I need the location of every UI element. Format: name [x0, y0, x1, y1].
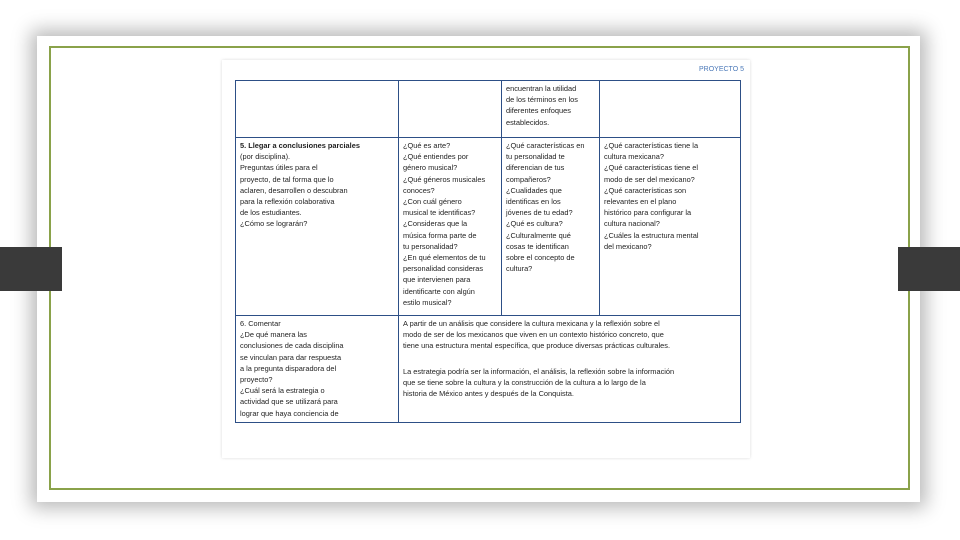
cell-line: conclusiones de cada disciplina [240, 341, 344, 351]
cell-line: de los estudiantes. [240, 208, 302, 218]
cell-line: (por disciplina). [240, 152, 291, 162]
cell-line: actividad que se utilizará para [240, 397, 338, 407]
table-cell-merged [399, 316, 741, 423]
cell-line: que se tiene sobre la cultura y la construcción de la cultura a lo largo de la [403, 377, 646, 387]
cell-line: diferentes enfoques [506, 106, 571, 116]
cell-line: ¿Qué es arte? [403, 141, 451, 150]
cell-line: de los términos en los [506, 95, 578, 105]
cell-line: personalidad consideras [403, 264, 484, 274]
cell-line: tu personalidad te [506, 152, 565, 162]
cell-line: relevantes en el plano [604, 197, 677, 207]
cell-line: música forma parte de [403, 230, 477, 240]
cell-line: ¿De qué manera las [240, 330, 307, 340]
cell-line: a la pregunta disparadora del [240, 363, 337, 373]
cell-line: ¿Qué géneros musicales [403, 174, 486, 184]
cell-line: ¿Consideras que la [403, 219, 468, 229]
cell-line: compañeros? [506, 174, 551, 184]
cell-line: ¿Cuáles la estructura mental [604, 230, 699, 240]
cell-line: jóvenes de tu edad? [506, 208, 573, 218]
step-heading: 5. Llegar a conclusiones parciales [240, 141, 360, 150]
table-cell [502, 81, 600, 138]
cell-line: conoces? [403, 185, 435, 195]
table-cell [236, 81, 399, 138]
cell-line: se vinculan para dar respuesta [240, 352, 342, 362]
table-cell [399, 81, 502, 138]
table-cell [600, 81, 741, 138]
cell-line: Preguntas útiles para el [240, 163, 318, 173]
page-header: PROYECTO 5 [699, 66, 744, 73]
cell-line: ¿En qué elementos de tu [403, 253, 486, 263]
cell-line: cultura nacional? [604, 219, 660, 229]
cell-line: musical te identificas? [403, 208, 476, 218]
cell-line: ¿Qué características en [506, 141, 585, 150]
cell-line: tiene una estructura mental específica, que produce diversas prácticas culturales. [403, 341, 671, 351]
cell-line: para la reflexión colaborativa [240, 197, 335, 207]
table-cell [502, 138, 600, 316]
paragraph [403, 366, 736, 400]
table-row [236, 316, 741, 423]
cell-line: La estrategia podría ser la información, el análisis, la reflexión sobre la información [403, 366, 675, 376]
table-cell [236, 316, 399, 423]
table-cell [600, 138, 741, 316]
document-image [222, 60, 750, 458]
cell-line: ¿Qué entiendes por [403, 152, 469, 162]
cell-line: ¿Qué características son [604, 185, 687, 195]
left-edge-tab [0, 247, 62, 291]
cell-line: ¿Cuál será la estrategia o [240, 386, 325, 396]
cell-line: ¿Qué es cultura? [506, 219, 563, 229]
right-edge-tab [898, 247, 960, 291]
cell-line: identificas en los [506, 197, 561, 207]
cell-line: ¿Qué características tiene la [604, 141, 699, 150]
cell-line: que intervienen para [403, 275, 471, 285]
cell-line: lograr que haya conciencia de [240, 408, 339, 418]
project-table [235, 80, 741, 423]
cell-line: sobre el concepto de [506, 253, 575, 263]
cell-line: modo de ser de los mexicanos que viven en un contexto histórico concreto, que [403, 330, 664, 340]
table-cell [399, 138, 502, 316]
cell-line: cultura mexicana? [604, 152, 664, 162]
cell-line: proyecto, de tal forma que lo [240, 174, 334, 184]
cell-line: A partir de un análisis que considere la cultura mexicana y la reflexión sobre el [403, 319, 660, 328]
cell-line: ¿Culturalmente qué [506, 230, 571, 240]
table-row [236, 81, 741, 138]
cell-line: historia de México antes y después de la Conquista. [403, 389, 574, 399]
cell-line: tu personalidad? [403, 241, 458, 251]
step-heading: 6. Comentar [240, 319, 281, 328]
cell-line: identificarte con algún [403, 286, 475, 296]
table-row [236, 138, 741, 316]
cell-line: cosas te identifican [506, 241, 569, 251]
cell-line: proyecto? [240, 375, 273, 385]
cell-line: ¿Cómo se lograrán? [240, 219, 308, 229]
cell-line: ¿Con cuál género [403, 197, 462, 207]
cell-line: género musical? [403, 163, 458, 173]
cell-line: modo de ser del mexicano? [604, 174, 695, 184]
cell-line: estilo musical? [403, 297, 452, 307]
cell-line: cultura? [506, 264, 533, 274]
cell-line: ¿Cualidades que [506, 185, 562, 195]
cell-line: diferencian de tus [506, 163, 565, 173]
cell-line: encuentran la utilidad [506, 84, 577, 93]
cell-line: aclaren, desarrollen o descubran [240, 185, 348, 195]
table-cell [236, 138, 399, 316]
cell-line: ¿Qué características tiene el [604, 163, 699, 173]
cell-line: histórico para configurar la [604, 208, 692, 218]
cell-line: establecidos. [506, 117, 550, 127]
paragraph [403, 318, 736, 352]
cell-line: del mexicano? [604, 241, 652, 251]
